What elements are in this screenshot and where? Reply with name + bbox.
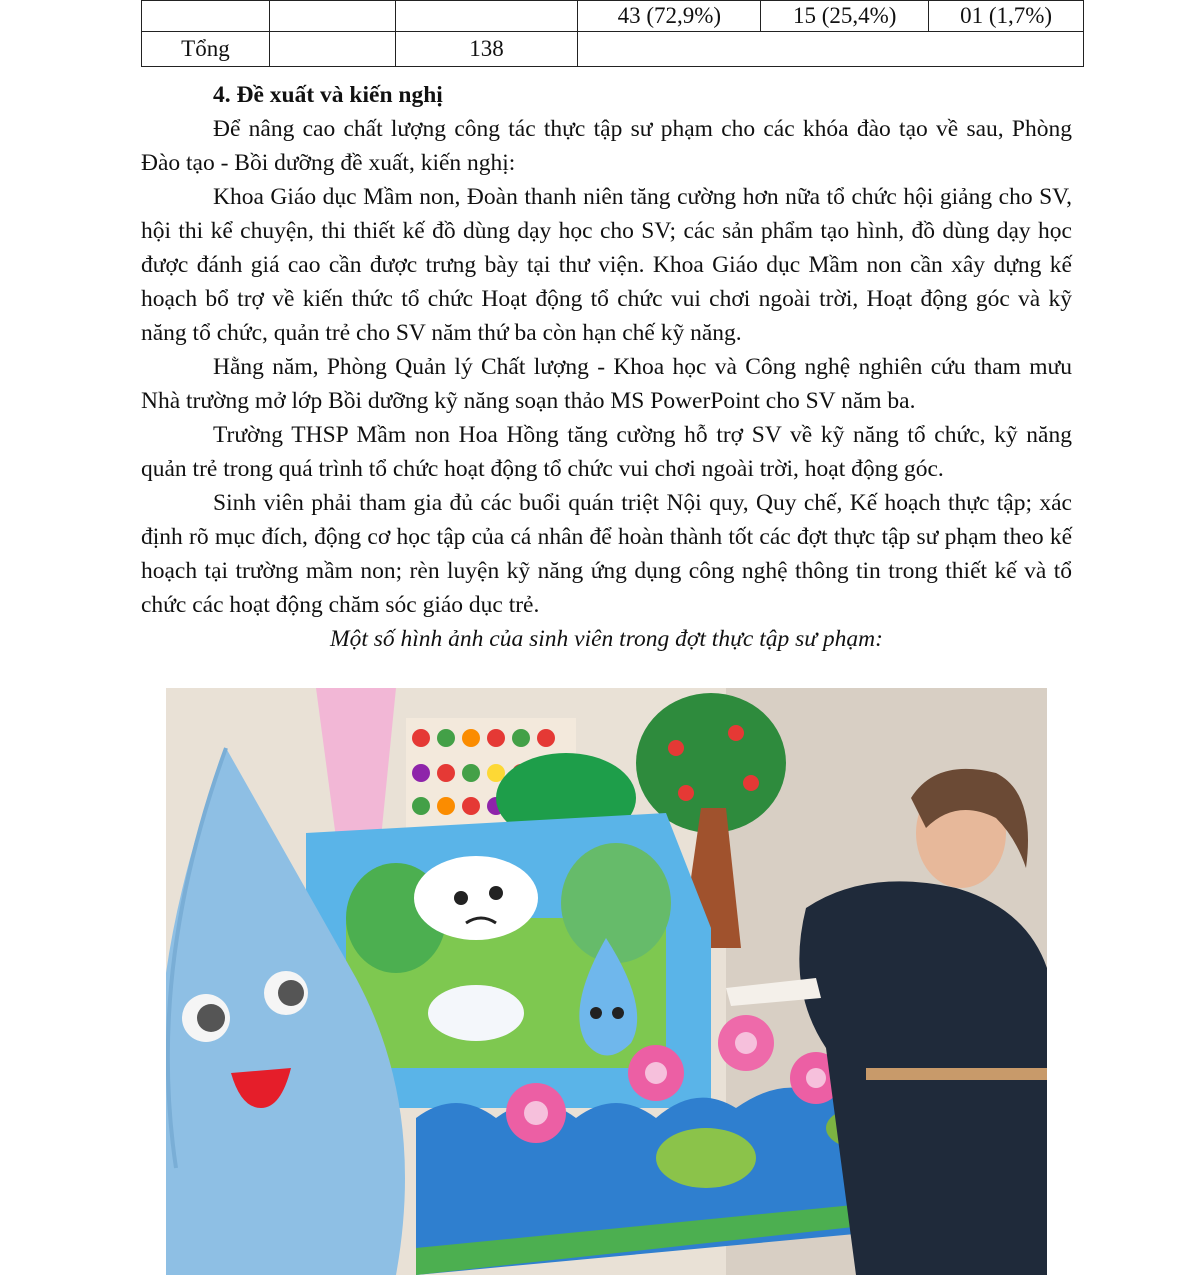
table-cell: 43 (72,9%) bbox=[578, 1, 761, 32]
figure-caption: Một số hình ảnh của sinh viên trong đợt thực tập sư phạm: bbox=[330, 626, 883, 652]
table-cell bbox=[269, 32, 395, 67]
results-table bbox=[141, 0, 1084, 67]
section-heading: 4. Đề xuất và kiến nghị bbox=[213, 82, 443, 108]
student-internship-photo bbox=[166, 688, 1047, 1275]
table-cell: 15 (25,4%) bbox=[761, 1, 929, 32]
table-cell bbox=[142, 1, 270, 32]
table-cell: 01 (1,7%) bbox=[929, 1, 1084, 32]
table-cell bbox=[578, 32, 1084, 67]
paragraph: Hằng năm, Phòng Quản lý Chất lượng - Khoa học và Công nghệ nghiên cứu tham mưu Nhà trường mở lớp Bồi dưỡng kỹ năng soạn thảo MS PowerPoint cho SV năm ba. bbox=[141, 354, 1072, 414]
table-cell bbox=[395, 1, 578, 32]
table-row bbox=[142, 1, 1084, 32]
total-label: Tổng bbox=[142, 32, 270, 67]
total-value: 138 bbox=[395, 32, 578, 67]
paragraph: Sinh viên phải tham gia đủ các buổi quán triệt Nội quy, Quy chế, Kế hoạch thực tập; xác định rõ mục đích, động cơ học tập của cá nhân để hoàn thành tốt các đợt thực tập sư phạm theo kế hoạch tại trường mầm non; rèn luyện kỹ năng ứng dụng công nghệ thông tin trong thiết kế và tổ chức các hoạt động chăm sóc giáo dục trẻ. bbox=[141, 490, 1072, 618]
photo-illustration bbox=[166, 688, 1047, 1275]
paragraph: Trường THSP Mầm non Hoa Hồng tăng cường hỗ trợ SV về kỹ năng tổ chức, kỹ năng quản trẻ trong quá trình tổ chức hoạt động tổ chức vui chơi ngoài trời, hoạt động góc. bbox=[141, 422, 1072, 482]
paragraph: Để nâng cao chất lượng công tác thực tập sư phạm cho các khóa đào tạo về sau, Phòng Đào tạo - Bồi dưỡng đề xuất, kiến nghị: bbox=[141, 116, 1072, 176]
table-total-row bbox=[142, 32, 1084, 67]
proposal-section bbox=[141, 78, 1072, 656]
paragraph: Khoa Giáo dục Mầm non, Đoàn thanh niên tăng cường hơn nữa tổ chức hội giảng cho SV, hội thi kể chuyện, thi thiết kế đồ dùng dạy học cho SV; các sản phẩm tạo hình, đồ dùng dạy học được đánh giá cao cần được trưng bày tại thư viện. Khoa Giáo dục Mầm non cần xây dựng kế hoạch bổ trợ về kiến thức tổ chức Hoạt động tổ chức vui chơi ngoài trời, Hoạt động góc và kỹ năng tổ chức, quản trẻ cho SV năm thứ ba còn hạn chế kỹ năng. bbox=[141, 184, 1072, 346]
table-cell bbox=[269, 1, 395, 32]
